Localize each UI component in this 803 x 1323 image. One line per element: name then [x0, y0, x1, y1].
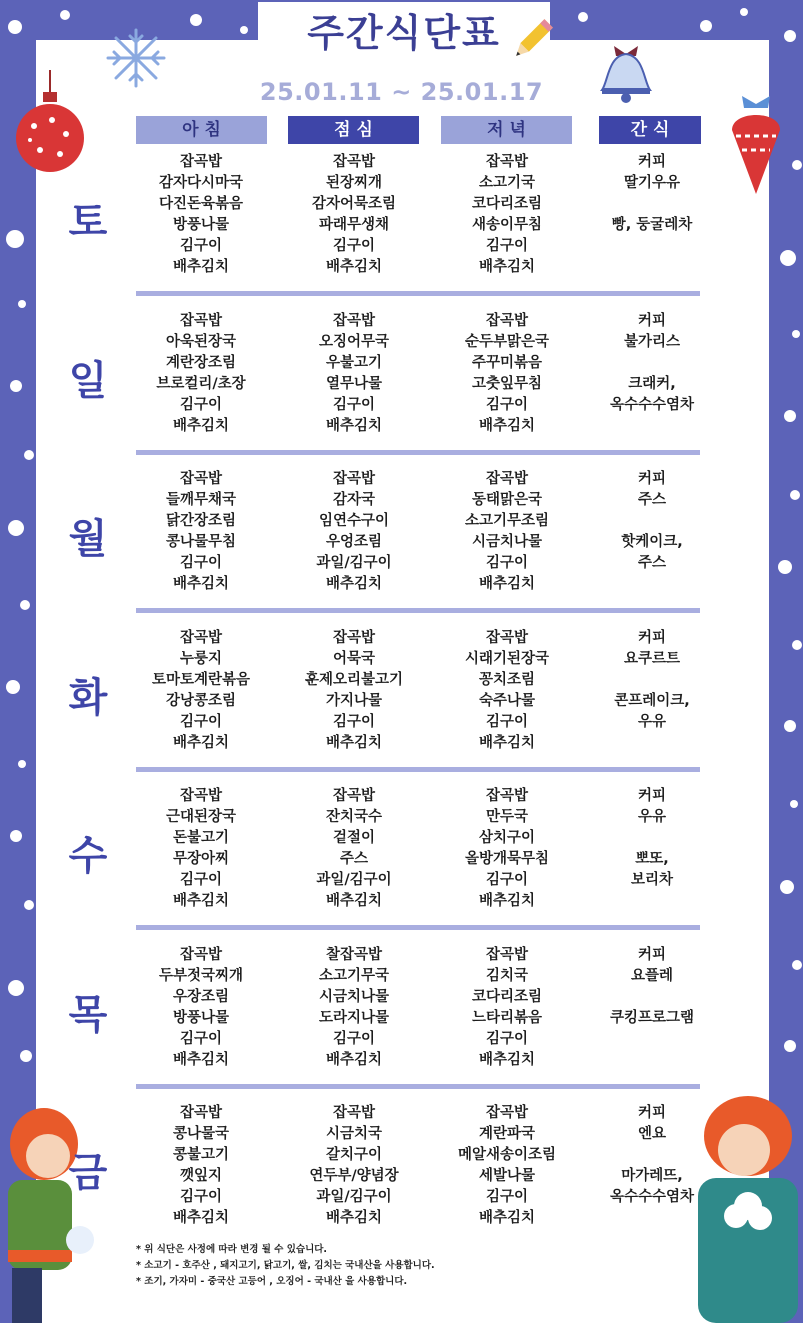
menu-item: 주꾸미볶음	[471, 354, 543, 371]
menu-item: 배추김치	[172, 1210, 230, 1226]
menu-item: 배추김치	[325, 1210, 383, 1226]
menu-item: 방풍나물	[172, 217, 230, 233]
menu-item: 커피	[637, 946, 666, 963]
menu-item: 토마토계란볶음	[151, 671, 251, 688]
day-divider	[136, 608, 700, 613]
menu-item: 배추김치	[325, 893, 383, 909]
day-label: 금	[68, 1150, 108, 1196]
menu-item: 연두부/양념장	[309, 1168, 399, 1184]
menu-item: 소고기무조림	[464, 513, 550, 529]
snowflake-dot	[780, 250, 796, 266]
snowflake-dot	[8, 20, 22, 34]
snowflake-dot	[240, 26, 248, 34]
breakfast-menu	[121, 786, 281, 912]
lunch-menu	[274, 628, 434, 754]
menu-item: 된장찌개	[325, 175, 383, 191]
breakfast-menu	[121, 1103, 281, 1229]
snowflake-dot	[790, 490, 800, 500]
snowflake-dot	[792, 330, 800, 338]
menu-item: 시금치나물	[318, 988, 390, 1005]
header-lunch: 점 심	[288, 116, 419, 144]
menu-item: 오징어무국	[318, 333, 390, 350]
menu-item: 주스	[637, 555, 666, 571]
snowflake-dot	[60, 10, 70, 20]
menu-item: 배추김치	[325, 576, 383, 592]
menu-item: 김구이	[332, 713, 376, 730]
notes	[136, 1242, 435, 1290]
menu-item: 다진돈육볶음	[158, 196, 244, 212]
menu-item: 가지나물	[325, 692, 383, 709]
snowflake-dot	[8, 980, 24, 996]
note-line: * 위 식단은 사정에 따라 변경 될 수 있습니다.	[136, 1244, 328, 1255]
snowflake-dot	[6, 680, 20, 694]
menu-item	[572, 257, 732, 278]
menu-item: 잡곡밥	[485, 629, 529, 646]
menu-item: 커피	[637, 312, 666, 329]
menu-item: 콩나물무침	[165, 534, 237, 550]
snack-menu	[572, 945, 732, 1071]
menu-item: 김구이	[332, 1030, 376, 1047]
day-label: 목	[68, 991, 108, 1038]
menu-item: 뽀또,	[635, 851, 669, 867]
menu-item: 우불고기	[325, 354, 383, 371]
menu-item: 김구이	[485, 872, 529, 888]
menu-item	[572, 1145, 732, 1166]
menu-item: 메알새송이조림	[457, 1147, 557, 1163]
menu-item	[572, 236, 732, 257]
menu-item: 임연수구이	[318, 513, 390, 529]
menu-item: 배추김치	[325, 417, 383, 434]
day-divider	[136, 925, 700, 930]
menu-item: 잡곡밥	[332, 788, 376, 804]
menu-item	[572, 891, 732, 912]
menu-item	[572, 1050, 732, 1071]
day-label: 화	[68, 674, 108, 721]
menu-item: 계란장조림	[165, 354, 237, 371]
date-range: 25.01.11 ~ 25.01.17	[259, 78, 544, 106]
menu-item: 잡곡밥	[332, 154, 376, 170]
snowflake-dot	[780, 880, 794, 894]
menu-item: 엔요	[637, 1126, 666, 1142]
menu-item	[572, 828, 732, 849]
menu-item	[572, 511, 732, 532]
snowflake-dot	[6, 230, 24, 248]
menu-item: 삼치구이	[478, 830, 536, 846]
day-divider	[136, 450, 700, 455]
menu-item: 브로컬리/초장	[156, 375, 246, 392]
dinner-menu	[427, 469, 587, 595]
menu-item: 무장아찌	[172, 851, 230, 867]
menu-item: 잡곡밥	[179, 1105, 223, 1121]
header-snack: 간 식	[599, 116, 701, 144]
snack-menu	[572, 469, 732, 595]
header-breakfast: 아 침	[136, 116, 267, 144]
menu-item: 근대된장국	[165, 809, 237, 825]
page-title: 주간식단표	[307, 11, 501, 55]
menu-item: 딸기우유	[623, 175, 681, 191]
menu-item: 열무나물	[325, 375, 383, 392]
menu-item: 김구이	[179, 1189, 223, 1205]
menu-item: 김구이	[179, 713, 223, 730]
snack-menu	[572, 628, 732, 754]
menu-item: 김구이	[332, 396, 376, 413]
menu-item: 훈제오리불고기	[304, 671, 404, 688]
menu-item: 배추김치	[478, 417, 536, 434]
menu-item: 찰잡곡밥	[325, 946, 383, 963]
menu-item	[572, 1208, 732, 1229]
menu-item: 과일/김구이	[316, 1189, 392, 1205]
snowflake-dot	[784, 30, 796, 42]
snowflake-dot	[792, 160, 802, 170]
snowflake-dot	[790, 800, 798, 808]
menu-item: 갈치구이	[325, 1147, 383, 1163]
menu-item: 깻잎지	[179, 1168, 223, 1184]
snowflake-dot	[8, 520, 24, 536]
dinner-menu	[427, 786, 587, 912]
snowflake-dot	[18, 760, 26, 768]
menu-item: 시래기된장국	[464, 650, 550, 667]
note-line: * 소고기 - 호주산 , 돼지고기, 닭고기, 쌀, 김치는 국내산을 사용합니다.	[136, 1260, 435, 1271]
menu-item: 과일/김구이	[316, 872, 392, 888]
menu-item: 잡곡밥	[332, 1105, 376, 1121]
menu-item: 커피	[637, 1105, 666, 1121]
snowflake-dot	[24, 900, 34, 910]
menu-item: 시금치국	[325, 1126, 383, 1142]
snack-menu	[572, 786, 732, 912]
menu-item	[572, 1029, 732, 1050]
snowflake-dot	[10, 380, 22, 392]
menu-item: 들깨무채국	[165, 492, 237, 508]
menu-item: 콘프레이크,	[614, 692, 690, 709]
menu-item: 잡곡밥	[179, 154, 223, 170]
dinner-menu	[427, 311, 587, 437]
menu-item: 옥수수수염차	[609, 396, 695, 413]
menu-item: 코다리조림	[471, 196, 543, 212]
snowflake-dot	[784, 410, 796, 422]
menu-item: 새송이무침	[471, 217, 543, 233]
lunch-menu	[274, 152, 434, 278]
menu-item: 배추김치	[325, 734, 383, 751]
menu-item: 잡곡밥	[485, 312, 529, 329]
breakfast-menu	[121, 945, 281, 1071]
menu-item: 도라지나물	[318, 1009, 390, 1026]
menu-item: 김구이	[179, 1030, 223, 1047]
snowflake-dot	[792, 640, 802, 650]
menu-item: 잡곡밥	[332, 312, 376, 329]
menu-item: 배추김치	[478, 576, 536, 592]
menu-item: 만두국	[485, 809, 529, 825]
menu-item: 잡곡밥	[485, 788, 529, 804]
menu-item: 배추김치	[172, 734, 230, 751]
day-divider	[136, 291, 700, 296]
menu-item	[572, 194, 732, 215]
lunch-menu	[274, 469, 434, 595]
menu-item: 감자국	[332, 492, 376, 508]
menu-item: 김구이	[179, 238, 223, 254]
day-label: 수	[68, 833, 108, 879]
menu-item: 시금치나물	[471, 534, 543, 550]
menu-item: 순두부맑은국	[464, 333, 550, 350]
menu-item: 코다리조림	[471, 988, 543, 1005]
breakfast-menu	[121, 628, 281, 754]
menu-item: 커피	[637, 629, 666, 646]
menu-item: 강낭콩조림	[165, 692, 237, 709]
snowflake-dot	[740, 8, 748, 16]
menu-item: 김구이	[485, 1030, 529, 1047]
menu-item: 배추김치	[172, 576, 230, 592]
lunch-menu	[274, 945, 434, 1071]
menu-item: 꽁치조림	[478, 671, 536, 688]
menu-item: 불가리스	[623, 333, 681, 350]
snowflake-dot	[578, 12, 588, 22]
menu-item: 배추김치	[325, 1051, 383, 1068]
menu-item: 김구이	[485, 238, 529, 254]
breakfast-menu	[121, 152, 281, 278]
menu-item: 고춧잎무침	[471, 375, 543, 392]
breakfast-menu	[121, 469, 281, 595]
dinner-menu	[427, 152, 587, 278]
menu-item: 김구이	[485, 713, 529, 730]
menu-item: 파래무생채	[318, 217, 390, 233]
menu-item: 김구이	[179, 396, 223, 413]
day-label: 토	[68, 199, 108, 245]
menu-item: 숙주나물	[478, 692, 536, 709]
header-dinner: 저 녁	[441, 116, 572, 144]
menu-item: 동태맑은국	[471, 492, 543, 508]
menu-item: 마가레뜨,	[621, 1168, 683, 1184]
day-divider	[136, 767, 700, 772]
menu-item: 잡곡밥	[485, 1105, 529, 1121]
menu-item	[572, 733, 732, 754]
menu-item: 보리차	[630, 872, 674, 888]
snowflake-dot	[700, 20, 712, 32]
lunch-menu	[274, 786, 434, 912]
menu-item: 배추김치	[172, 1051, 230, 1068]
menu-item: 방풍나물	[172, 1009, 230, 1026]
snowflake-dot	[792, 960, 802, 970]
menu-item: 요쿠르트	[623, 650, 681, 667]
menu-item: 콩나물국	[172, 1126, 230, 1142]
menu-item	[572, 670, 732, 691]
snowflake-dot	[20, 600, 30, 610]
menu-item: 소고기국	[478, 175, 536, 191]
menu-item	[572, 574, 732, 595]
menu-item: 배추김치	[478, 734, 536, 751]
snack-menu	[572, 152, 732, 278]
menu-item: 소고기무국	[318, 967, 390, 984]
day-label: 일	[68, 357, 108, 404]
snowflake-dot	[784, 1040, 796, 1052]
menu-item: 배추김치	[478, 1051, 536, 1068]
menu-item: 우장조림	[172, 988, 230, 1005]
menu-item: 우유	[637, 809, 666, 825]
menu-item: 김구이	[485, 396, 529, 413]
menu-item: 겉절이	[332, 830, 376, 846]
menu-item: 커피	[637, 788, 666, 804]
menu-item: 김구이	[179, 872, 223, 888]
menu-item: 과일/김구이	[316, 555, 392, 571]
snack-menu	[572, 1103, 732, 1229]
menu-item: 배추김치	[172, 893, 230, 909]
menu-item: 잡곡밥	[332, 629, 376, 646]
menu-item: 옥수수수염차	[609, 1189, 695, 1205]
menu-item: 잡곡밥	[179, 946, 223, 963]
pencil-icon	[508, 18, 554, 64]
snowflake-dot	[18, 300, 26, 308]
menu-item: 쿠킹프로그램	[609, 1009, 695, 1026]
menu-item: 김구이	[485, 555, 529, 571]
menu-item	[572, 353, 732, 374]
menu-item: 배추김치	[478, 1210, 536, 1226]
title-banner	[258, 2, 550, 72]
day-label: 월	[68, 516, 108, 562]
menu-item: 배추김치	[478, 893, 536, 909]
menu-item: 커피	[637, 471, 666, 487]
snowflake-dot	[10, 830, 22, 842]
menu-item: 감자다시마국	[158, 175, 244, 191]
menu-item: 잡곡밥	[179, 629, 223, 646]
menu-item: 김구이	[485, 1189, 529, 1205]
snowflake-dot	[778, 560, 792, 574]
dinner-menu	[427, 945, 587, 1071]
menu-item: 빵, 둥굴레차	[611, 217, 693, 233]
menu-item: 잡곡밥	[332, 471, 376, 487]
menu-item: 두부젓국찌개	[158, 967, 244, 984]
snack-menu	[572, 311, 732, 437]
menu-item: 배추김치	[172, 259, 230, 275]
ornament-icon	[724, 90, 788, 200]
menu-item: 잔치국수	[325, 809, 383, 825]
child-icon	[0, 1100, 110, 1323]
menu-item: 커피	[637, 154, 666, 170]
menu-item: 김구이	[332, 238, 376, 254]
note-line: * 조기, 가자미 - 중국산 고등어 , 오징어 - 국내산 을 사용합니다.	[136, 1276, 408, 1287]
menu-item: 콩불고기	[172, 1147, 230, 1163]
menu-item: 배추김치	[172, 417, 230, 434]
lunch-menu	[274, 311, 434, 437]
menu-item: 잡곡밥	[179, 788, 223, 804]
menu-item: 계란파국	[478, 1126, 536, 1142]
menu-item: 잡곡밥	[485, 154, 529, 170]
menu-item: 잡곡밥	[485, 946, 529, 963]
menu-item: 잡곡밥	[485, 471, 529, 487]
menu-item: 주스	[339, 851, 368, 867]
day-divider	[136, 1084, 700, 1089]
snowflake-dot	[190, 14, 202, 26]
menu-item: 요플레	[630, 967, 674, 984]
menu-item: 세발나물	[478, 1168, 536, 1184]
menu-item: 올방개묵무침	[464, 851, 550, 867]
snowflake-dot	[20, 1050, 32, 1062]
menu-item	[572, 987, 732, 1008]
menu-item: 배추김치	[478, 259, 536, 275]
menu-item: 김구이	[179, 555, 223, 571]
menu-item: 주스	[637, 492, 666, 508]
menu-item: 감자어묵조림	[311, 196, 397, 212]
snowflake-dot	[784, 720, 796, 732]
menu-item: 배추김치	[325, 259, 383, 275]
menu-item: 크래커,	[628, 375, 676, 392]
menu-item: 핫케이크,	[621, 534, 683, 550]
menu-item: 누룽지	[179, 650, 223, 667]
breakfast-menu	[121, 311, 281, 437]
dinner-menu	[427, 628, 587, 754]
menu-item: 아욱된장국	[165, 333, 237, 350]
menu-item: 우유	[637, 713, 666, 730]
menu-item: 어묵국	[332, 650, 376, 667]
menu-item: 잡곡밥	[179, 312, 223, 329]
dinner-menu	[427, 1103, 587, 1229]
menu-item: 돈불고기	[172, 830, 230, 846]
menu-item: 김치국	[485, 967, 529, 984]
lunch-menu	[274, 1103, 434, 1229]
menu-item: 느타리볶음	[471, 1009, 543, 1026]
snowflake-dot	[24, 450, 34, 460]
menu-item	[572, 416, 732, 437]
menu-item: 잡곡밥	[179, 471, 223, 487]
menu-item: 닭간장조림	[165, 513, 237, 529]
menu-item: 우엉조림	[325, 534, 383, 550]
